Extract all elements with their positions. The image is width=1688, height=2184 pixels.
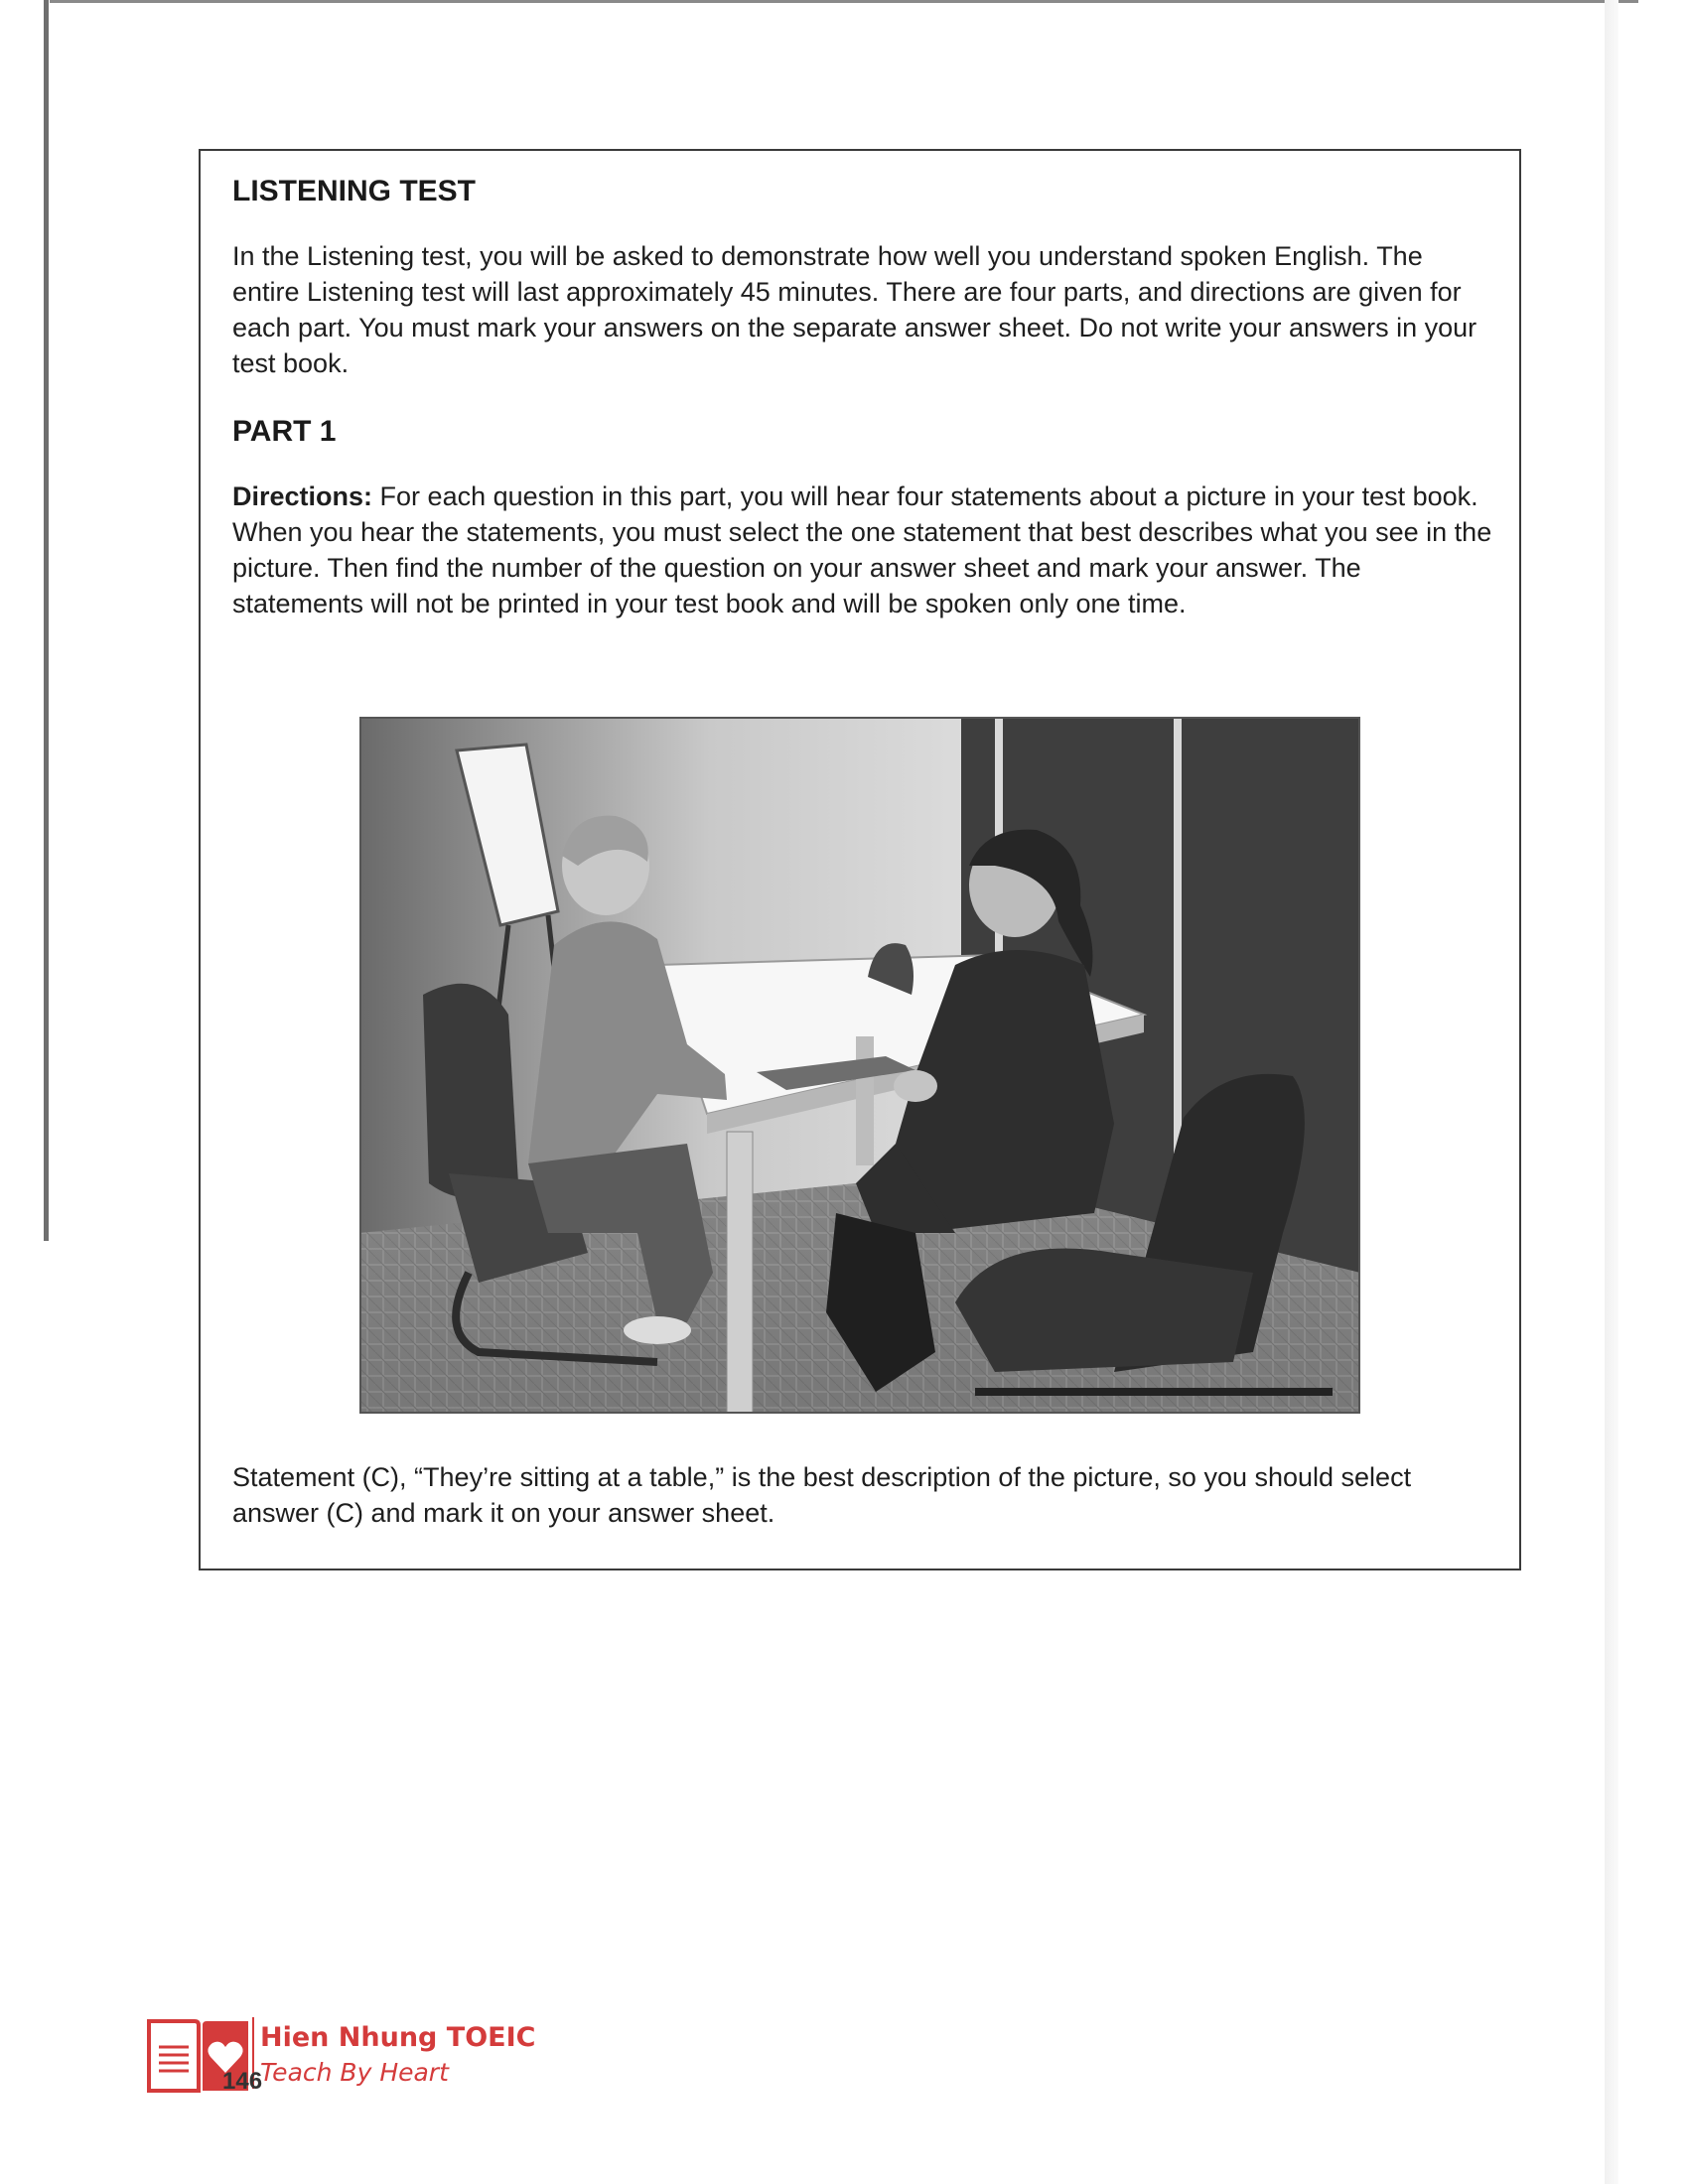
- example-photo: [359, 717, 1360, 1414]
- scan-edge-top: [50, 0, 1638, 3]
- listening-intro: In the Listening test, you will be asked to demonstrate how well you understand spoken English. The entire Listening test will last approximately 45 minutes. There are four parts, and directions are given for each part. You must mark your answers on the separate answer sheet. Do not write your answers in your test book.: [232, 241, 1477, 378]
- directions-box: [199, 149, 1521, 1570]
- scan-edge-right: [1605, 0, 1618, 2184]
- brand-tagline: Teach By Heart: [260, 2058, 449, 2087]
- brand-name: Hien Nhung TOEIC: [260, 2022, 536, 2053]
- example-note: Statement (C), “They’re sitting at a table,” is the best description of the picture, so you should select answer (C) and mark it on your answer sheet.: [232, 1462, 1412, 1528]
- directions-text: For each question in this part, you will hear four statements about a picture in your test book. When you hear the statements, you must select the one statement that best describes what you see in the picture. Then find the number of the question on your answer sheet and mark your answer. The statements will not be printed in your test book and will be spoken only one time.: [232, 481, 1492, 618]
- part1-directions: [232, 478, 1493, 621]
- page-number: 146: [222, 2068, 263, 2095]
- scan-edge-left: [44, 0, 49, 1241]
- directions-label: Directions:: [232, 481, 373, 511]
- part-title: PART 1: [232, 415, 337, 448]
- brand-footer: [145, 2015, 562, 2095]
- section-title: LISTENING TEST: [232, 175, 477, 207]
